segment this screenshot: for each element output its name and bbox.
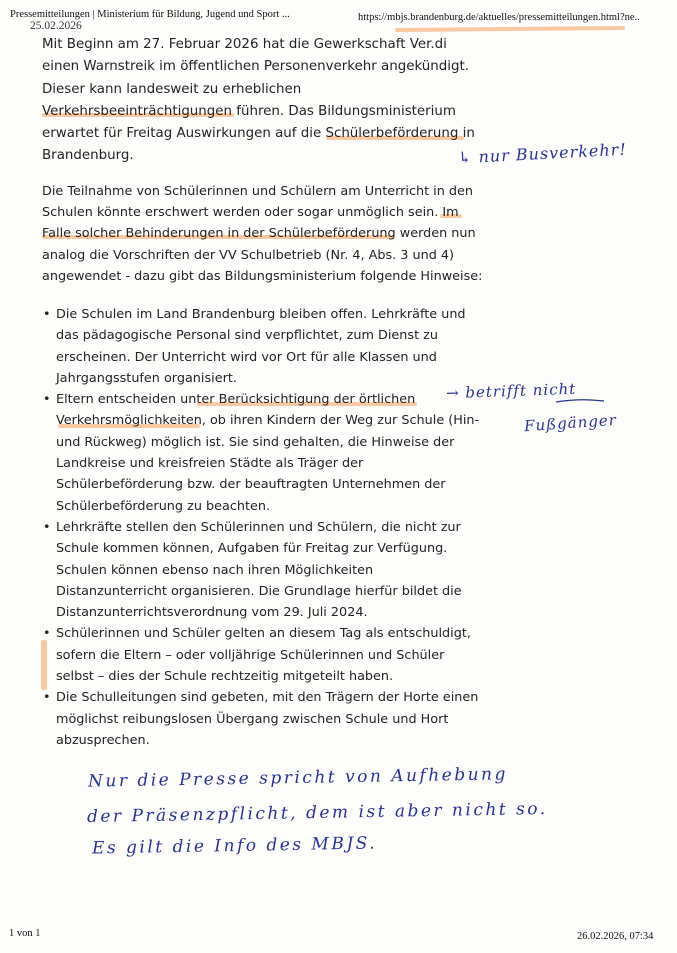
print-header-title: Pressemitteilungen | Ministerium für Bildung, Jugend und Sport ... [10,9,290,20]
handwritten-note-arrow: → betrifft nicht [445,379,577,403]
handwritten-note-line-1: Nur die Presse spricht von Aufhebung [87,764,509,792]
list-item: • Die Schulleitungen sind gebeten, mit den Trägern der Horte einen möglichst reibungslosen Übergang zwischen Schule und Hort abzusprechen. [40,687,490,751]
intro-paragraph: Die Teilnahme von Schülerinnen und Schülern am Unterricht in den Schulen könnte erschwert werden oder sogar unmöglich sein. Im Falle solcher Behinderungen in der Schülerbeförderung werden nun analog die Vorschriften der VV Schulbetrieb (Nr. 4, Abs. 3 und 4) angewendet - dazu gibt das Bildungsministerium folgende Hinweise: [42,184,483,284]
highlight-header-url [395,26,625,32]
print-footer-timestamp: 26.02.2026, 07:34 [577,931,654,942]
underline-nicht [556,400,604,402]
print-header-date: 25.02.2026 [30,20,82,32]
list-item: • Schülerinnen und Schüler gelten an diesem Tag als entschuldigt, sofern die Eltern – oder volljährige Schülerinnen und Schüler selbst – dies der Schule rechtzeitig mitgeteilt haben. [40,623,490,687]
print-header-url: https://mbjs.brandenburg.de/aktuelles/pressemitteilungen.html?ne.. [358,12,640,23]
handwritten-note-bus: ↳ nur Busverkehr! [457,139,628,168]
list-item: • Die Schulen im Land Brandenburg bleiben offen. Lehrkräfte und das pädagogische Personal sind verpflichtet, zum Dienst zu erscheinen. Der Unterricht wird vor Ort für alle Klassen und Jahrgangsstufen organisiert. [40,304,490,389]
handwritten-note-line-2: der Präsenzpflicht, dem ist aber nicht so. [86,798,548,828]
handwritten-note-pedestrian: Fußgänger [523,410,618,436]
lead-paragraph: Mit Beginn am 27. Februar 2026 hat die Gewerkschaft Ver.di einen Warnstreik im öffentlichen Personenverkehr angekündigt. Dieser kann landesweit zu erheblichen Verkehrsbeeinträchtigungen führen. Das Bildungsministerium erwartet für Freitag Auswirkungen auf die Schülerbeförderung in Brandenburg. [42,37,475,164]
notice-list [40,304,490,751]
list-item: • Lehrkräfte stellen den Schülerinnen und Schülern, die nicht zur Schule kommen können, Aufgaben für Freitag zur Verfügung. Schulen können ebenso nach ihren Möglichkeiten Distanzunterricht organisieren. Die Grundlage hierfür bildet die Distanzunterrichtsverordnung vom 29. Juli 2024. [40,517,490,623]
print-footer-page: 1 von 1 [9,928,41,939]
handwritten-note-line-3: Es gilt die Info des MBJS. [91,833,378,859]
list-item: • Eltern entscheiden unter Berücksichtigung der örtlichen Verkehrsmöglichkeiten, ob ihren Kindern der Weg zur Schule (Hin- und Rückweg) möglich ist. Sie sind gehalten, die Hinweise der Landkreise und kreisfreien Städte als Träger der Schülerbeförderung bzw. der beauftragten Unternehmen der Schülerbeförderung zu beachten. [40,389,490,517]
